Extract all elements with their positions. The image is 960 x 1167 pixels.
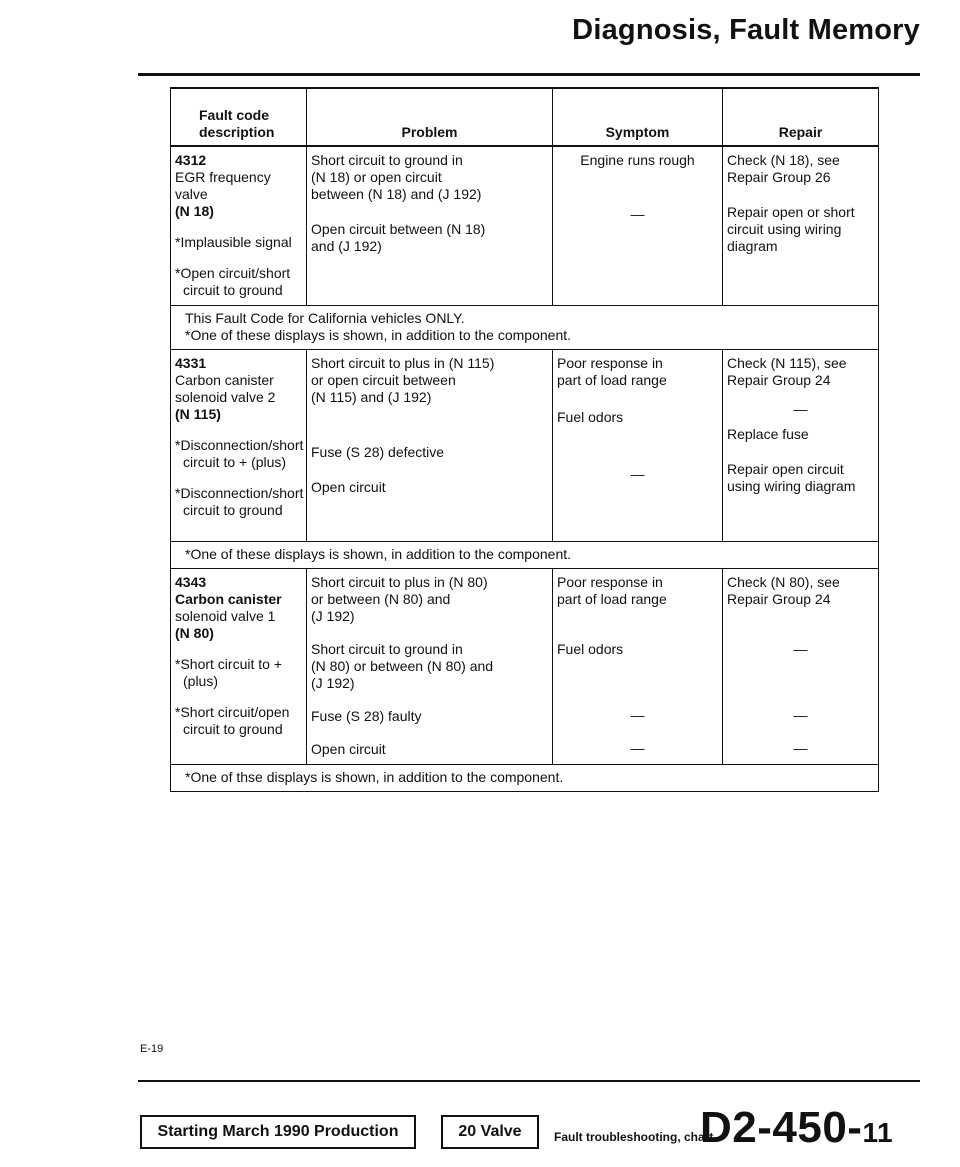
fault-description: solenoid valve 1 xyxy=(175,608,276,624)
footer-caption: Fault troubleshooting, chart xyxy=(554,1130,714,1144)
symptom-cell xyxy=(553,146,723,306)
problem-text: Open circuit xyxy=(311,479,386,495)
column-header-symptom: Symptom xyxy=(553,88,723,146)
fault-code-cell xyxy=(171,569,307,765)
document-number xyxy=(700,1103,893,1153)
table-header-row xyxy=(171,88,879,146)
table-note xyxy=(171,765,879,792)
header-rule xyxy=(138,73,920,76)
problem-text: or between (N 80) and xyxy=(311,591,451,607)
display-variant: (plus) xyxy=(183,673,219,689)
repair-text: diagram xyxy=(727,238,778,254)
fault-code: 4331 xyxy=(175,355,207,371)
problem-text: (J 192) xyxy=(311,608,355,624)
repair-text: Replace fuse xyxy=(727,426,809,442)
symptom-cell xyxy=(553,569,723,765)
symptom-text: — xyxy=(630,740,645,756)
page-id: E-19 xyxy=(140,1043,164,1055)
symptom-text: Engine runs rough xyxy=(580,152,695,168)
repair-text: Check (N 18), see xyxy=(727,152,840,168)
column-header-problem: Problem xyxy=(307,88,553,146)
problem-text: Fuse (S 28) faulty xyxy=(311,708,422,724)
document-number-main: D2-450- xyxy=(700,1103,863,1152)
fault-code-table xyxy=(170,87,879,792)
table-row xyxy=(171,569,879,765)
repair-text: using wiring diagram xyxy=(727,478,856,494)
display-variant: *Implausible signal xyxy=(175,234,292,250)
repair-text: — xyxy=(793,707,808,723)
repair-cell xyxy=(723,350,879,542)
symptom-text: Fuel odors xyxy=(557,409,624,425)
component-id: (N 115) xyxy=(175,406,221,422)
display-variant: circuit to ground xyxy=(183,721,283,737)
table-row xyxy=(171,146,879,306)
symptom-text: Poor response in xyxy=(557,355,663,371)
fault-code: 4312 xyxy=(175,152,207,168)
repair-text: Check (N 115), see xyxy=(727,355,847,371)
table-note-row xyxy=(171,542,879,569)
problem-text: (J 192) xyxy=(311,675,355,691)
symptom-cell xyxy=(553,350,723,542)
repair-cell xyxy=(723,146,879,306)
column-header-line: description xyxy=(199,124,275,140)
problem-text: or open circuit between xyxy=(311,372,456,388)
note-text: *One of these displays is shown, in addition to the component. xyxy=(185,327,572,343)
display-variant: *Short circuit/open xyxy=(175,704,290,720)
symptom-text: part of load range xyxy=(557,372,667,388)
table-note xyxy=(171,306,879,350)
fault-description: Carbon canister xyxy=(175,372,274,388)
repair-text: — xyxy=(793,641,808,657)
display-variant: *Disconnection/short xyxy=(175,485,304,501)
problem-text: Short circuit to ground in xyxy=(311,152,463,168)
symptom-text: Poor response in xyxy=(557,574,663,590)
symptom-text: Fuel odors xyxy=(557,641,624,657)
document-number-suffix: 11 xyxy=(862,1117,894,1148)
repair-cell xyxy=(723,569,879,765)
problem-text: Short circuit to plus in (N 80) xyxy=(311,574,488,590)
note-text: *One of thse displays is shown, in addition to the component. xyxy=(185,769,564,785)
problem-text: and (J 192) xyxy=(311,238,382,254)
fault-code: 4343 xyxy=(175,574,207,590)
footer-rule xyxy=(138,1080,920,1082)
fault-code-cell xyxy=(171,350,307,542)
display-variant: circuit to + (plus) xyxy=(183,454,287,470)
symptom-text: — xyxy=(630,206,645,222)
table-note-row xyxy=(171,765,879,792)
repair-text: — xyxy=(793,401,808,417)
column-header-repair: Repair xyxy=(723,88,879,146)
fault-description: EGR frequency valve xyxy=(175,169,271,202)
repair-text: Check (N 80), see xyxy=(727,574,840,590)
display-variant: *Short circuit to + xyxy=(175,656,282,672)
problem-text: (N 18) or open circuit xyxy=(311,169,442,185)
repair-text: Repair Group 26 xyxy=(727,169,831,185)
problem-text: Short circuit to plus in (N 115) xyxy=(311,355,495,371)
fault-code-cell xyxy=(171,146,307,306)
symptom-text: part of load range xyxy=(557,591,667,607)
production-label-box: Starting March 1990 Production xyxy=(140,1115,416,1149)
repair-text: Repair Group 24 xyxy=(727,591,831,607)
problem-text: (N 80) or between (N 80) and xyxy=(311,658,494,674)
problem-text: Open circuit xyxy=(311,741,386,757)
fault-description: solenoid valve 2 xyxy=(175,389,276,405)
page-title: Diagnosis, Fault Memory xyxy=(572,14,920,46)
repair-text: Repair Group 24 xyxy=(727,372,831,388)
display-variant: circuit to ground xyxy=(183,282,283,298)
repair-text: — xyxy=(793,740,808,756)
problem-cell xyxy=(307,569,553,765)
component-id: (N 18) xyxy=(175,203,214,219)
display-variant: *Open circuit/short xyxy=(175,265,291,281)
note-text: *One of these displays is shown, in addition to the component. xyxy=(185,546,572,562)
problem-cell xyxy=(307,350,553,542)
valve-label-box: 20 Valve xyxy=(441,1115,539,1149)
repair-text: Repair open circuit xyxy=(727,461,844,477)
table-row xyxy=(171,350,879,542)
table-note-row xyxy=(171,306,879,350)
column-header-fault-code xyxy=(171,88,307,146)
display-variant: *Disconnection/short xyxy=(175,437,304,453)
problem-text: Short circuit to ground in xyxy=(311,641,463,657)
problem-text: (N 115) and (J 192) xyxy=(311,389,432,405)
repair-text: Repair open or short xyxy=(727,204,855,220)
fault-description: Carbon canister xyxy=(175,591,282,607)
problem-text: Fuse (S 28) defective xyxy=(311,444,445,460)
problem-text: between (N 18) and (J 192) xyxy=(311,186,482,202)
table-note xyxy=(171,542,879,569)
column-header-line: Fault code xyxy=(199,107,270,123)
problem-cell xyxy=(307,146,553,306)
problem-text: Open circuit between (N 18) xyxy=(311,221,486,237)
symptom-text: — xyxy=(630,707,645,723)
component-id: (N 80) xyxy=(175,625,214,641)
display-variant: circuit to ground xyxy=(183,502,283,518)
symptom-text: — xyxy=(630,466,645,482)
note-text: This Fault Code for California vehicles ONLY. xyxy=(185,310,465,326)
repair-text: circuit using wiring xyxy=(727,221,842,237)
